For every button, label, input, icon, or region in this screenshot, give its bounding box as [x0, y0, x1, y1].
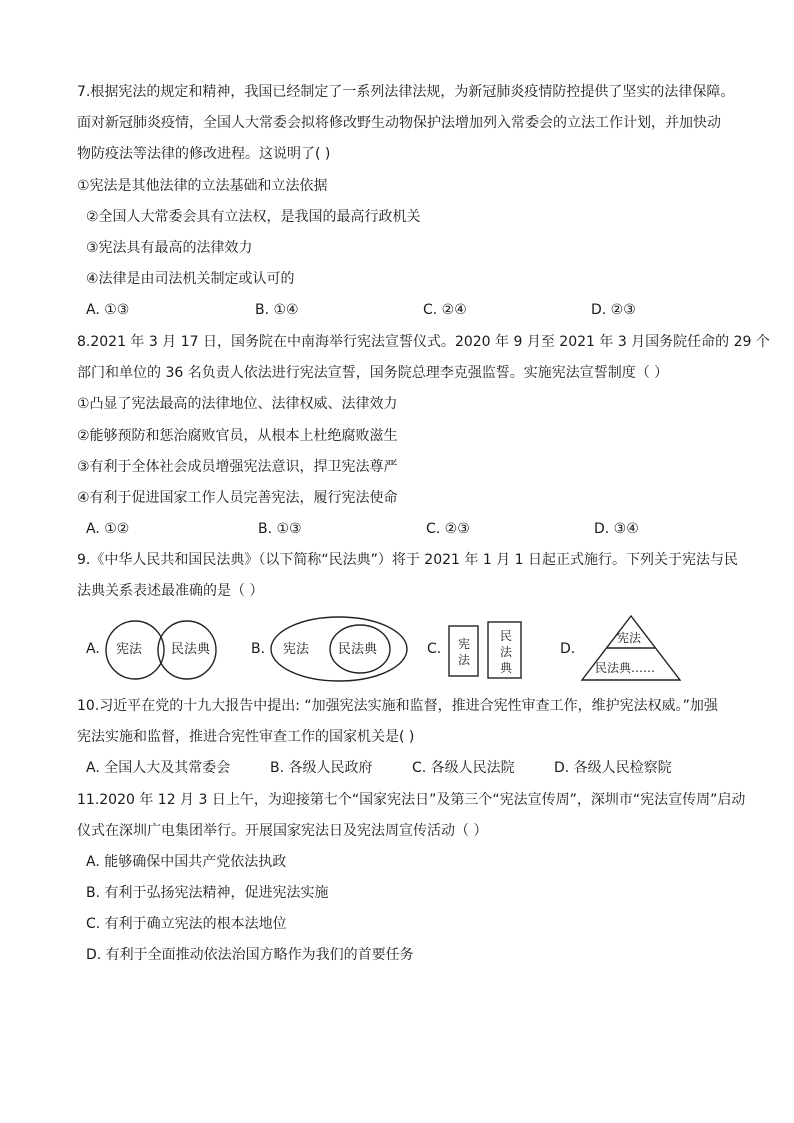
q8-option-b[interactable]: B. ①③: [258, 521, 302, 537]
q8-stem-line-1: 8.2021 年 3 月 17 日，国务院在中南海举行宪法宣誓仪式。2020 年 9 月至 2021 年 3 月国务院任命的 29 个: [77, 334, 770, 350]
q9-b-minfadian-label: 民法典: [338, 642, 378, 657]
q11-option-d[interactable]: D. 有利于全面推动依法治国方略作为我们的首要任务: [86, 947, 414, 963]
q11-stem-line-1: 11.2020 年 12 月 3 日上午，为迎接第七个“国家宪法日”及第三个“宪法宣传周”，深圳市“宪法宣传周”启动: [77, 792, 746, 808]
q7-stem-line-1: 7.根据宪法的规定和精神，我国已经制定了一系列法律法规，为新冠肺炎疫情防控提供了坚实的法律保障。: [77, 84, 735, 100]
q9-stem-line-2: 法典关系表述最准确的是（ ）: [77, 583, 264, 599]
q7-option-c[interactable]: C. ②④: [423, 302, 467, 318]
q9-a-minfadian-label: 民法典: [171, 642, 211, 657]
q9-d-minfadian-label: 民法典……: [595, 661, 656, 675]
q9-c-min-char: 民: [500, 629, 513, 643]
q8-option-c[interactable]: C. ②③: [426, 521, 470, 537]
q11-option-c[interactable]: C. 有利于确立宪法的根本法地位: [86, 916, 287, 932]
q9-option-d-letter[interactable]: D.: [560, 641, 576, 657]
q7-option-d[interactable]: D. ②③: [591, 302, 636, 318]
q9-stem-line-1: 9.《中华人民共和国民法典》（以下简称“民法典”）将于 2021 年 1 月 1 日起正式施行。下列关于宪法与民: [77, 552, 739, 568]
q7-item-2: ②全国人大常委会具有立法权，是我国的最高行政机关: [86, 209, 421, 225]
q9-option-b-letter[interactable]: B.: [251, 641, 266, 657]
q8-item-3: ③有利于全体社会成员增强宪法意识，捍卫宪法尊严: [77, 459, 398, 475]
q8-item-2: ②能够预防和惩治腐败官员，从根本上杜绝腐败滋生: [77, 428, 398, 444]
q7-item-4: ④法律是由司法机关制定或认可的: [86, 271, 295, 287]
q7-option-a[interactable]: A. ①③: [86, 302, 130, 318]
q10-option-a[interactable]: A. 全国人大及其常委会: [86, 760, 231, 776]
q9-option-c-letter[interactable]: C.: [427, 641, 442, 657]
q7-option-b[interactable]: B. ①④: [255, 302, 299, 318]
q9-c-xian-char: 宪: [458, 637, 471, 651]
q10-option-c[interactable]: C. 各级人民法院: [412, 760, 515, 776]
q11-option-b[interactable]: B. 有利于弘扬宪法精神，促进宪法实施: [86, 885, 329, 901]
q9-b-xianfa-label: 宪法: [283, 642, 310, 657]
q10-stem-line-1: 10.习近平在党的十九大报告中提出: “加强宪法实施和监督，推进合宪性审查工作，维护宪法权威。”加强: [77, 698, 718, 714]
q9-d-xianfa-label: 宪法: [617, 631, 642, 645]
q11-stem-line-2: 仪式在深圳广电集团举行。开展国家宪法日及宪法周宣传活动（ ）: [77, 823, 488, 839]
q8-option-a[interactable]: A. ①②: [86, 521, 130, 537]
q9-option-a-letter[interactable]: A.: [86, 641, 100, 657]
q10-option-b[interactable]: B. 各级人民政府: [270, 760, 373, 776]
q11-option-a[interactable]: A. 能够确保中国共产党依法执政: [86, 854, 287, 870]
q10-stem-line-2: 宪法实施和监督，推进合宪性审查工作的国家机关是( ): [77, 729, 415, 745]
q7-item-3: ③宪法具有最高的法律效力: [86, 240, 253, 256]
q8-stem-line-2: 部门和单位的 36 名负责人依法进行宪法宣誓，国务院总理李克强监誓。实施宪法宣誓制度（ ）: [77, 365, 669, 381]
q9-a-xianfa-label: 宪法: [116, 642, 143, 657]
q9-c-fa2-char: 法: [500, 645, 513, 659]
q10-option-d[interactable]: D. 各级人民检察院: [554, 760, 672, 776]
q8-option-d[interactable]: D. ③④: [594, 521, 639, 537]
q7-stem-line-3: 物防疫法等法律的修改进程。这说明了( ): [77, 146, 331, 162]
q8-item-4: ④有利于促进国家工作人员完善宪法，履行宪法使命: [77, 490, 398, 506]
q9-c-fa-char: 法: [458, 653, 471, 667]
q7-item-1: ①宪法是其他法律的立法基础和立法依据: [77, 178, 328, 194]
q9-c-dian-char: 典: [500, 661, 513, 675]
q7-stem-line-2: 面对新冠肺炎疫情，全国人大常委会拟将修改野生动物保护法增加列入常委会的立法工作计划，并加快动: [77, 115, 721, 131]
q8-item-1: ①凸显了宪法最高的法律地位、法律权威、法律效力: [77, 396, 398, 412]
